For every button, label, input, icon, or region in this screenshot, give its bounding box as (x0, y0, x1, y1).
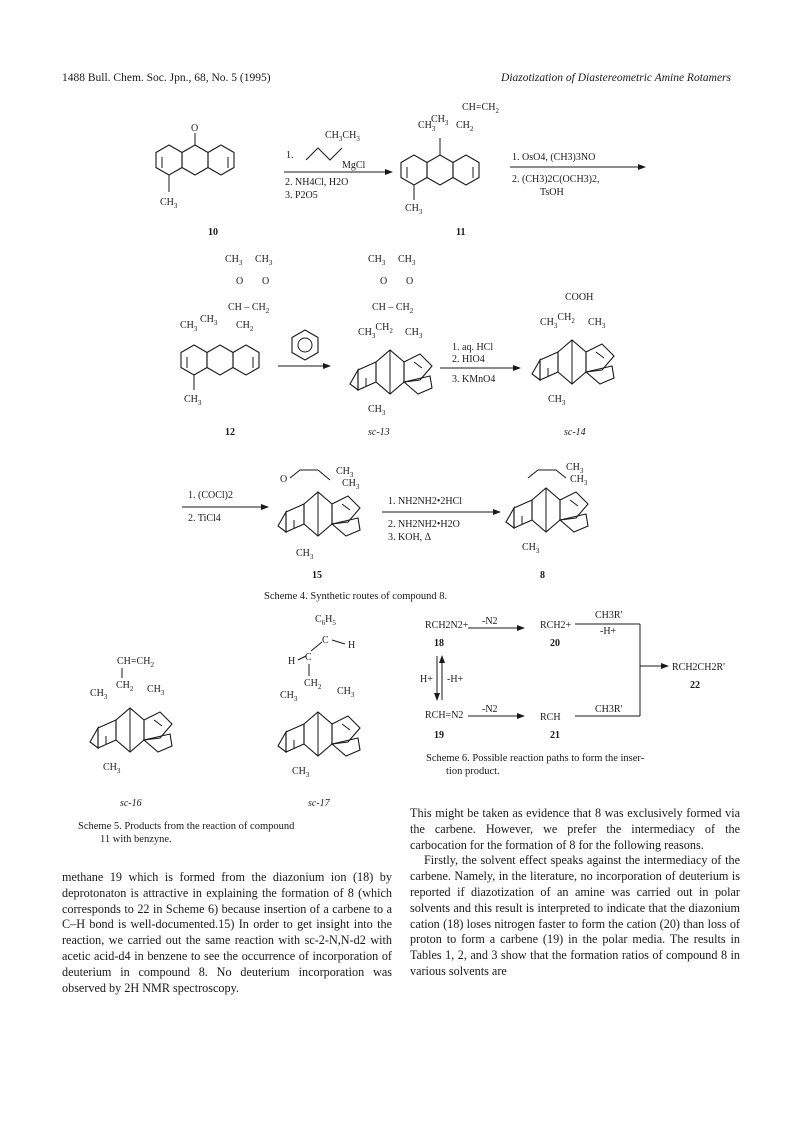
scheme6-caption (426, 752, 746, 778)
compound-label-16: sc-16 (120, 798, 142, 809)
body-column-right (410, 806, 740, 980)
svg-text:C: C (322, 635, 329, 646)
species-num-19: 19 (434, 730, 444, 741)
svg-text:CH3: $CH_3$ (184, 394, 202, 407)
compound-12-structure (180, 254, 273, 407)
svg-text:CH3: $CH_3$ (336, 466, 354, 479)
reagent-step6-2: 2. NH2NH2•H2O (388, 519, 460, 530)
compound-label-11: 11 (456, 227, 466, 238)
svg-text:CH2: $CH_2$ (236, 320, 254, 333)
reagent-block-2 (510, 152, 645, 198)
species-product: RCH2CH2R' (672, 662, 725, 673)
svg-text:COOH: COOH (565, 292, 594, 303)
species-num-22: 22 (690, 680, 700, 691)
svg-text:CH3: $CH_3$ (548, 394, 566, 407)
svg-text:CH3: $CH_3$ (588, 317, 606, 330)
compound-13-structure (350, 254, 432, 417)
svg-text:CH3: $CH_3$ (225, 254, 243, 267)
svg-text:CH=CH2: $CH=CH_2$ (117, 656, 154, 669)
scheme5-caption-line2: 11 with benzyne. (100, 834, 172, 845)
scheme6-caption-line1: Scheme 6. Possible reaction paths to form the inser- (426, 753, 645, 764)
svg-text:C: C (305, 652, 312, 663)
svg-text:O: O (380, 276, 388, 287)
reagent-mgcl: MgCl (342, 160, 366, 171)
label-n2-top: -N2 (482, 616, 498, 627)
svg-text:CH3: $CH_3$ (522, 542, 540, 555)
svg-text:CH3: $CH_3$ (405, 327, 423, 340)
svg-text:CH2: $CH_2$ (116, 680, 134, 693)
label-h-plus: H+ (420, 674, 433, 685)
running-header-left: 1488 Bull. Chem. Soc. Jpn., 68, No. 5 (1995) (62, 72, 271, 84)
svg-text:H: H (348, 640, 356, 651)
svg-text:CH3: $CH_3$ (342, 478, 360, 491)
svg-text:CH3: $CH_3$ (200, 314, 218, 327)
svg-text:CH3: $CH_3$ (431, 114, 449, 127)
svg-text:CH3: $CH_3$ (292, 766, 310, 779)
svg-text:CH3CH2: $CH_3CH_2$ (540, 312, 575, 330)
reagent-block-3 (440, 342, 520, 385)
compound-17-structure (278, 614, 360, 779)
compound-label-17: sc-17 (308, 798, 330, 809)
body-column-left (62, 870, 392, 996)
reagent-step6-3: 3. KOH, Δ (388, 532, 432, 543)
label-minus-h-vert: -H+ (447, 674, 464, 685)
species-rch2: RCH2+ (540, 620, 572, 631)
reagent-step4-2: 2. HIO4 (452, 354, 485, 365)
reagent-block-5 (382, 496, 500, 543)
compound-14-structure (532, 292, 614, 407)
compound-10-structure (156, 123, 234, 210)
svg-text:CH – CH2: CH – $CH_2$ (228, 302, 270, 315)
compound-label-15: 15 (312, 570, 322, 581)
reagent-step4-3: 3. KMnO4 (452, 374, 496, 385)
species-num-21: 21 (550, 730, 560, 741)
scheme6-diagram (420, 610, 725, 741)
compound-8-structure (506, 462, 588, 555)
reagent-block-1 (284, 130, 392, 201)
reagent-step1-3: 3. P2O5 (285, 190, 318, 201)
reagent-step5-2: 2. TiCl4 (188, 513, 221, 524)
benzyne-icon (292, 330, 318, 360)
svg-text:CH=CH2: $CH=CH_2$ (462, 102, 499, 115)
scheme6-caption-line2: tion product. (446, 766, 500, 777)
svg-text:O: O (262, 276, 270, 287)
reagent-step6-1: 1. NH2NH2•2HCl (388, 496, 463, 507)
species-rch2n2: RCH2N2+ (425, 620, 469, 631)
compound-label-13: sc-13 (368, 427, 390, 438)
svg-text:CH3: $CH_3$ (296, 548, 314, 561)
reagent-block-4 (182, 490, 268, 524)
svg-text:H: H (288, 656, 296, 667)
body-right-paragraph-2: Firstly, the solvent effect speaks against the intermediacy of the carbene. Namely, in the literature, no incorporation of deuterium is reported if diazotization of an amine was carried out in polar solvents and this result is interpreted to indicate that the diazonium cation (18) loses nitrogen faster to form the cation (20) than loss of proton to form a carbene (19) in the polar media. The results in Tables 1, 2, and 3 show that the formation ratios of compound 8 in various solvents are (410, 853, 740, 978)
reagent-step2-3: TsOH (540, 187, 564, 198)
svg-text:O: O (236, 276, 244, 287)
species-num-20: 20 (550, 638, 560, 649)
svg-text:CH3: $CH_3$ (570, 474, 588, 487)
label-minus-h-top: -H+ (600, 626, 617, 637)
svg-text:CH3: $CH_3$ (368, 254, 386, 267)
reagent-step2-1: 1. OsO4, (CH3)3NO (512, 152, 596, 163)
reagent-step1-num: 1. (286, 150, 294, 161)
svg-text:O: O (406, 276, 414, 287)
compound-15-structure (278, 466, 360, 561)
label-ch3r-bottom: CH3R' (595, 704, 623, 715)
svg-text:CH3: $CH_3$ (180, 320, 198, 333)
reagent-step2-2: 2. (CH3)2C(OCH3)2, (512, 174, 600, 185)
svg-text:CH2: $CH_2$ (456, 120, 474, 133)
species-num-18: 18 (434, 638, 444, 649)
compound-label-8: 8 (540, 570, 545, 581)
svg-text:CH3: $CH_3$ (368, 404, 386, 417)
svg-text:CH3: $CH_3$ (160, 197, 178, 210)
running-header-right: Diazotization of Diastereometric Amine Rotamers (501, 72, 731, 84)
svg-text:CH2: $CH_2$ (304, 678, 322, 691)
svg-text:CH3: $CH_3$ (405, 203, 423, 216)
reagent-step4-1: 1. aq. HCl (452, 342, 494, 353)
svg-text:CH3: $CH_3$ (337, 686, 355, 699)
label-ch3r-top: CH3R' (595, 610, 623, 621)
svg-text:CH – CH2: CH – $CH_2$ (372, 302, 414, 315)
compound-16-structure (90, 656, 172, 775)
label-n2-bottom: -N2 (482, 704, 498, 715)
species-rch: RCH (540, 712, 561, 723)
scheme5-caption (78, 820, 388, 846)
reagent-step5-1: 1. (COCl)2 (188, 490, 233, 501)
body-right-paragraph-1: This might be taken as evidence that 8 was exclusively formed via the carbene. However, we prefer the intermediacy of the carbocation for the formation of 8 for the following reasons. (410, 806, 740, 852)
compound-label-14: sc-14 (564, 427, 586, 438)
compound-label-12: 12 (225, 427, 235, 438)
svg-text:CH3: $CH_3$ (418, 120, 436, 133)
svg-text:CH3CH2: $CH_3CH_2$ (358, 322, 393, 340)
reagent-step1-2: 2. NH4Cl, H2O (285, 177, 349, 188)
svg-text:CH3: $CH_3$ (398, 254, 416, 267)
scheme5-caption-line1: Scheme 5. Products from the reaction of compound (78, 821, 295, 832)
compound-label-10: 10 (208, 227, 218, 238)
compound-11-structure (401, 102, 499, 216)
svg-text:CH3CH3: $CH_3CH_3$ (325, 130, 360, 143)
svg-text:CH3: $CH_3$ (90, 688, 108, 701)
svg-text:O: O (191, 123, 199, 134)
svg-text:CH3: $CH_3$ (255, 254, 273, 267)
svg-text:O: O (280, 474, 288, 485)
svg-text:CH3: $CH_3$ (147, 684, 165, 697)
scheme4-caption: Scheme 4. Synthetic routes of compound 8. (264, 591, 448, 602)
svg-text:C6H5: $C_6H_5$ (315, 614, 336, 627)
species-rchn2: RCH=N2 (425, 710, 464, 721)
body-left-paragraph-1: methane 19 which is formed from the diazonium ion (18) by deprotonaton is attractive in explaining the formation of 8 (which corresponds to 22 in Scheme 6) because insertion of a carbene to a C–H bond is well-documented.15) In order to get insight into the reaction, we carried out the same reaction with sc-2-N,N-d2 with acetic acid-d4 in benzene to see the occurrence of incorporation of deuterium in compound 8. No deuterium incorporation was observed by 2H NMR spectroscopy. (62, 870, 392, 995)
svg-text:CH3: $CH_3$ (103, 762, 121, 775)
svg-text:CH3: $CH_3$ (280, 690, 298, 703)
svg-text:CH3: $CH_3$ (566, 462, 584, 475)
